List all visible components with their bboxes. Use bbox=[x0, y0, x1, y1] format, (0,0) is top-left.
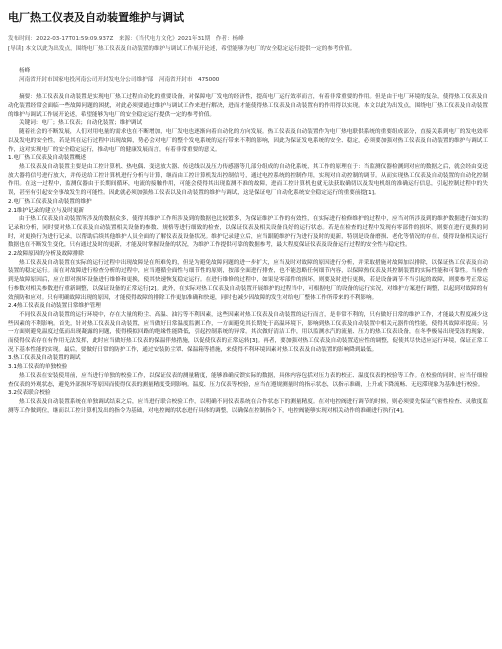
section-heading-1: 1.电厂热工仪表及自动装置概述 bbox=[8, 155, 87, 162]
subsection-2-1-body: 由于热工仪表及自动装置所涉及的数据众多，使得其维护工作所涉及到的数据也比较繁多，为保证维护工作的有效性，在实际进行检修维护的过程中，应当对所涉及到的维护数据进行如实的记录和分析，同时要对热工仪表及自动装置相关设备的参数、规格等进行细致的检查，以保证仪表及相关设备良好的运行状态。若是在检查的过程中发现有零部件的损坏，则要在进行更换的同时，对更换行为进行记录，以帮助后续其他维护人员全面的了解仪表及设备状况。维护记录建立后，应当跟随维护行为进行及时的更新，特别是设备磨损、老化等情况的存在，使得设备相关运行数据也在不断发生变化，只有通过及时的更新，才能及时掌握设备的状况，为维护工作提供可靠的数据参考，最大程度保证仪表及设备运行过程的安全性与稳定性。 bbox=[8, 216, 488, 249]
subsection-2-2-body: 热工仪表及自动装置在实际的运行过程中出现故障是在所难免的，但是为避免故障问题的进一步扩大，应当及时对故障的原因进行分析，并采取措施对故障加以排除，以保证热工仪表及自动装置的稳定运行。而在对故障进行检查分析的过程中，应当遵循全面性与细节性的原则，按部全面进行排查，也不能忽略任何细节内容，以保障热仪表及其控制装置的实际性能和可靠性。当检查到是故障原因后，应立即对损坏设备进行维修和更换，使其快速恢复稳定运行。在进行维修的过程中，如果是零部件的损坏，则要及时进行更换，若是设备调节不当引起的故障，则要参考正常运行参数对相关参数进行重新调整，以保证设备的正常运行[2]。此外，在实际对热工仪表及自动装置开展维护的过程当中，可根据电厂的设备的运行实况，对维护方案进行调整，以起到对故障的有效预防和应对。只有明确故障出现的原因，才能使得故障的排除工作更加准确和快速，同时也减少因故障的发生对给电厂整体工作所带来的不利影响。 bbox=[8, 259, 488, 301]
section-heading-2: 2.电厂热工仪表及自动装置的维护 bbox=[8, 198, 92, 205]
abstract-paragraph: 摘要：热工仪表及自动装置是实现电厂热工过程自动化的重要设备，对保障电厂发电的经济性，提高电厂运行效率而言，有着非常重要的作用。但是由于电厂环境的复杂，使得热工仪表及自动化装置经常会面临一些故障问题的困扰，对此必须要通过维护与调试工作来进行解决，进而才能使得热工仪表及自动装置有的作用得以实现。本文以此为出发点，围绕电厂热工仪表及自动装置的维护与调试工作展开论述，希望能够为电厂的安全稳定运行提供一定的参考价值。 bbox=[8, 94, 488, 118]
intro-paragraph: 随着社会的不断发展，人们对用电量的需求也在不断增加，电厂发电也逐渐向着自动化的方向发展。热工仪表及自动装置作为电厂热电联供系统的重要组成部分，直接关系到电厂的发电效率以及发电的安全性，若是其在运行过程中出现故障，势必会对电厂的整个发电系统的运行带来不利的影响，因此为保证发电系统的安全、稳定，必须要加强对热工仪表及自动装置的维护与调试工作，这对实现电厂的安全稳定运行，推动电厂的健康发展而言，有着非常重要的意义。 bbox=[8, 129, 488, 153]
keywords-line: 关键词：电厂；热工仪表；自动化装置；维护调试 bbox=[19, 120, 143, 127]
subsection-heading-2-1: 2.1维护记录的建立与及时更新 bbox=[8, 207, 85, 214]
subsection-heading-2-2: 2.2故障原因的分析及故障排除 bbox=[8, 251, 85, 258]
article-author: 杨峰 bbox=[19, 68, 31, 75]
subsection-3-1-body: 热工仪表在安装使用前，应当进行单独的校验工作，以保证仪表的测量精度，能够准确反馈实际的数据，具体内容包括对压力表的校正、温度仪表的校验等工作。在校验的同时，应当仔细检查仪表的外观状态，避免外部损坏等原因而使得仪表的测量精度受到影响。温度、压力仪表等校验，应当在遵规测量时的指示状态，以指示准确，上升或下降流畅、无迟滞现象为基准进行校验。 bbox=[8, 372, 488, 388]
subsection-heading-2-4: 2.4热工仪表及自动装置日常维护管理 bbox=[8, 303, 101, 310]
subsection-heading-3-1: 3.1热工仪表的单独校验 bbox=[8, 364, 68, 371]
article-title: 电厂热工仪表及自动装置维护与调试 bbox=[8, 11, 184, 24]
subsection-heading-3-2: 3.2仪表联合校验 bbox=[8, 390, 51, 397]
article-meta: 发布时间：2022-03-17T01:59:09.937Z 来源：《当代电力文化》2021年31期 作者：杨峰 bbox=[8, 36, 244, 42]
section-heading-3: 3.热工仪表及自动装置的调试 bbox=[8, 355, 81, 362]
subsection-2-4-body: 不同仪表及自动装置的运行环境中，存在大量的粉尘、高温、油污等不利因素，这些因素对热工仪表及自动装置的运行而言，是非常不利的，只有做好日常的维护工作，才能最大程度减少这些因素的不利影响。首先，针对热工仪表及自动装置，应当做好日常温度监测工作，一方面避免其长期处于高温环境下，影响到热工仪表及自动装置中相关元器件的性能，使得其故障率提高；另一方面则避免温度过低而出现凝露的问题，使得模拟回路的绝缘性能降低，引起控制系统的异常。其次做好清洁工作，用以监测水汽的流量、压力的热工仪表设备，在冬季极易出现受冻的现象，而使得仪表存在有作用无法发挥，此时应当做好热工仪表的保温伴热措施，以促使仪表的正常运转[3]。再者，要加强对热工仪表及自动装置适应性的调整，促使其尽快适应运行环境，保证正常工况下基本性能的实现。最后，要做好日常的防护工作，通过安装防尘罩、保温箱等措施，来使得不利环境因素对热工仪表及自动装置的影响降到最低。 bbox=[8, 311, 488, 353]
subsection-3-2-body: 热工仪表及自动装置系统在单独调试结束之后，应当进行联合校验工作，以明确不同仪表系统在合作状态下的测量精度。在对电控阀进行调节的时候，则必须要先保证气密性检查、灵敏度监测等工作做到位，继而以工控计算机发出的指令为基础，对电控阀的状态进行具体的调整，以确保在控制指令下，电控阀能够实现对相关动作的准确进行执行[4]。 bbox=[8, 398, 488, 414]
article-lead: [导读] 本文以此为出发点，围绕电厂热工仪表及自动装置的维护与调试工作展开论述，希望能够为电厂的安全稳定运行提供一定的参考价值。 bbox=[8, 45, 356, 52]
section-1-body: 热工仪表及自动装置主要是由工控计算机、热电偶、变送放大器、传送线以及压力传感器等几部分组成的自动化系统，其工作的原理在于：当监测仪器检测到对应的数据之后，就会经由变送放大器将信号进行放大，并传送给工控计算机进行分析与计算，继而由工控计算机发出控制信号，通过电控系统的控制作用，实现对自动控制的调节。从而实现热工仪表及自动装置的自动化控制作用。在这一过程中，监测仪器由于长期间循环，电流的接触作用，可能会使得其出现监测不准的故障，进而工控计算机也就无法获取确切以及发电机组的准确运行信息，引起控制过程中的失误，甚至有引起安全事故发生的可能性。因此就必须加强热工仪表以及自动装置的维护与调试，这是保证电厂自动化系统安全稳定运行的重要前提[1]。 bbox=[8, 164, 488, 197]
article-affiliation: 河南省开封市国家电投河南公司开封发电分公司维护部 河南省开封市 475000 bbox=[19, 76, 220, 83]
